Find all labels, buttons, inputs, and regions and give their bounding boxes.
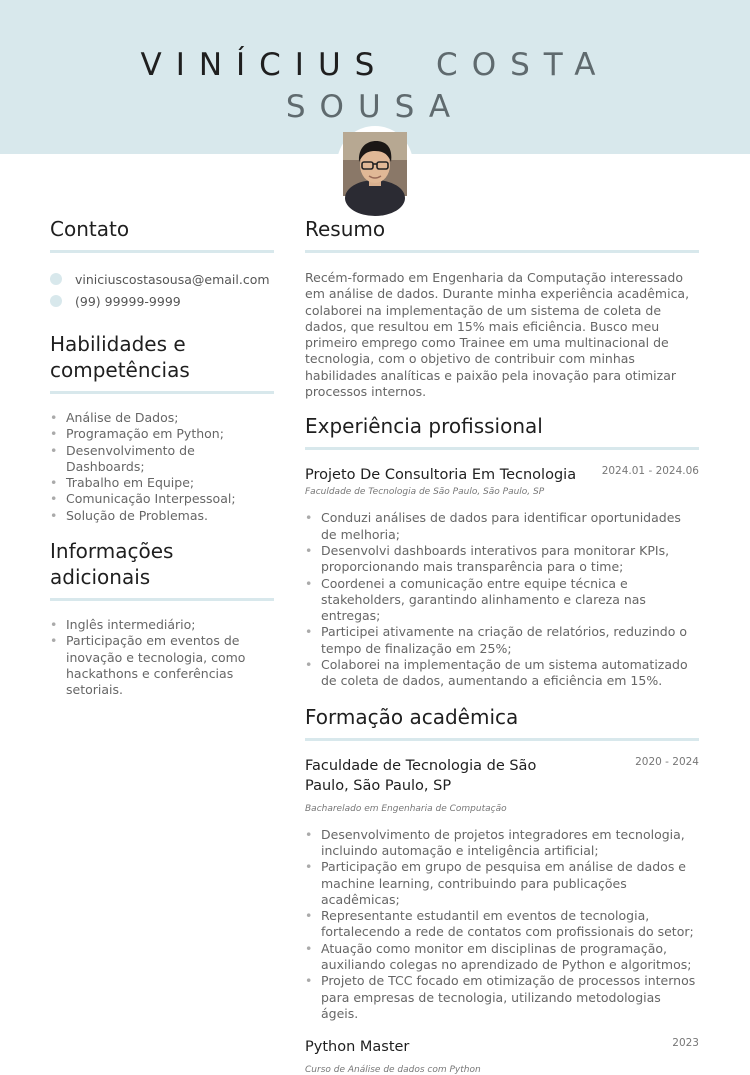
bullet-dot-icon [50, 295, 62, 307]
bullet-item: • Projeto de TCC focado em otimização de processos internos para empresas de tecnologia, utilizando metodologias ágeis. [305, 973, 699, 1022]
contact-section [50, 216, 274, 312]
skills-title: Habilidades e competências [50, 332, 190, 382]
section-divider [50, 391, 274, 394]
bullet-item: • Participação em grupo de pesquisa em análise de dados e machine learning, contribuindo para publicações acadêmicas; [305, 859, 699, 908]
contact-phone-row [50, 290, 274, 312]
experience-section [305, 413, 699, 689]
skill-item: • Desenvolvimento de Dashboards; [50, 443, 274, 476]
section-divider [305, 738, 699, 741]
additional-info-section [50, 538, 274, 698]
bullet-dot-icon [50, 273, 62, 285]
experience-bullets [305, 510, 699, 689]
entry-subtitle: Faculdade de Tecnologia de São Paulo, São Paulo, SP [305, 487, 545, 498]
summary-text: Recém-formado em Engenharia da Computação interessado em análise de dados. Durante minha experiência acadêmica, colaborei na implementação de um sistema de coleta de dados, que resultou em 15% mais eficiência. Busco meu primeiro emprego como Trainee em uma multinacional de tecnologia, com o objetivo de contribuir com minhas habilidades analíticas e paixão pela inovação para otimizar processos internos. [305, 270, 690, 400]
entry-date: 2024.01 - 2024.06 [601, 465, 699, 478]
left-column [50, 216, 274, 699]
education-entry [305, 756, 699, 1023]
skill-item: • Programação em Python; [50, 426, 274, 442]
bullet-item: • Representante estudantil em eventos de tecnologia, fortalecendo a rede de contatos com profissionais do setor; [305, 908, 699, 941]
contact-phone: (99) 99999-9999 [75, 293, 181, 309]
right-column [305, 216, 699, 1075]
education-entry [305, 1037, 699, 1075]
skill-item: • Solução de Problemas. [50, 508, 274, 524]
bullet-item: • Atuação como monitor em disciplinas de programação, auxiliando colegas no aprendizado de Python e algoritmos; [305, 941, 699, 974]
skill-item: • Trabalho em Equipe; [50, 475, 274, 491]
entry-title: Python Master [305, 1039, 410, 1056]
skill-item: • Comunicação Interpessoal; [50, 491, 274, 507]
experience-entry [305, 465, 699, 689]
entry-title: Projeto De Consultoria Em Tecnologia [305, 467, 577, 484]
entry-subtitle: Curso de Análise de dados com Python [305, 1065, 481, 1075]
bullet-item: • Conduzi análises de dados para identificar oportunidades de melhoria; [305, 510, 699, 543]
education-section [305, 704, 699, 1075]
education-bullets [305, 827, 699, 1023]
candidate-name [0, 44, 750, 128]
section-divider [50, 598, 274, 601]
additional-info-title: Informações adicionais [50, 539, 174, 590]
bullet-item: • Desenvolvimento de projetos integradores em tecnologia, incluindo automação e inteligência artificial; [305, 827, 699, 860]
bullet-item: • Participei ativamente na criação de relatórios, reduzindo o tempo de finalização em 25%; [305, 624, 699, 657]
entry-title: Faculdade de Tecnologia de São Paulo, São Paulo, SP [305, 757, 537, 794]
summary-section [305, 216, 699, 400]
entry-date: 2023 [672, 1037, 699, 1050]
skill-item: • Análise de Dados; [50, 410, 274, 426]
profile-photo-icon [343, 132, 407, 196]
experience-title: Experiência profissional [305, 414, 543, 439]
skills-list [50, 410, 274, 524]
education-title: Formação acadêmica [305, 704, 519, 729]
section-divider [305, 447, 699, 450]
contact-title: Contato [50, 217, 130, 241]
section-divider [50, 250, 274, 253]
skills-section [50, 331, 274, 524]
bullet-item: • Desenvolvi dashboards interativos para monitorar KPIs, proporcionando mais transparência para o time; [305, 543, 699, 576]
entry-date: 2020 - 2024 [635, 755, 699, 768]
additional-info-item: • Inglês intermediário; [50, 617, 274, 633]
additional-info-list [50, 617, 274, 698]
first-name: VINÍCIUS [140, 47, 389, 83]
section-divider [305, 250, 699, 253]
bullet-item: • Coordenei a comunicação entre equipe técnica e stakeholders, garantindo alinhamento e clareza nas entregas; [305, 576, 699, 625]
additional-info-item: • Participação em eventos de inovação e tecnologia, como hackathons e conferências setoriais. [50, 633, 274, 698]
contact-email: viniciuscostasousa@email.com [75, 271, 270, 287]
avatar [343, 132, 407, 196]
entry-subtitle: Bacharelado em Engenharia de Computação [305, 803, 507, 814]
bullet-item: • Colaborei na implementação de um sistema automatizado de coleta de dados, aumentando a eficiência em 15%. [305, 657, 699, 690]
last-name-2: SOUSA [285, 89, 465, 125]
contact-email-row [50, 268, 274, 290]
summary-title: Resumo [305, 217, 386, 241]
last-name-1: COSTA [436, 47, 610, 83]
